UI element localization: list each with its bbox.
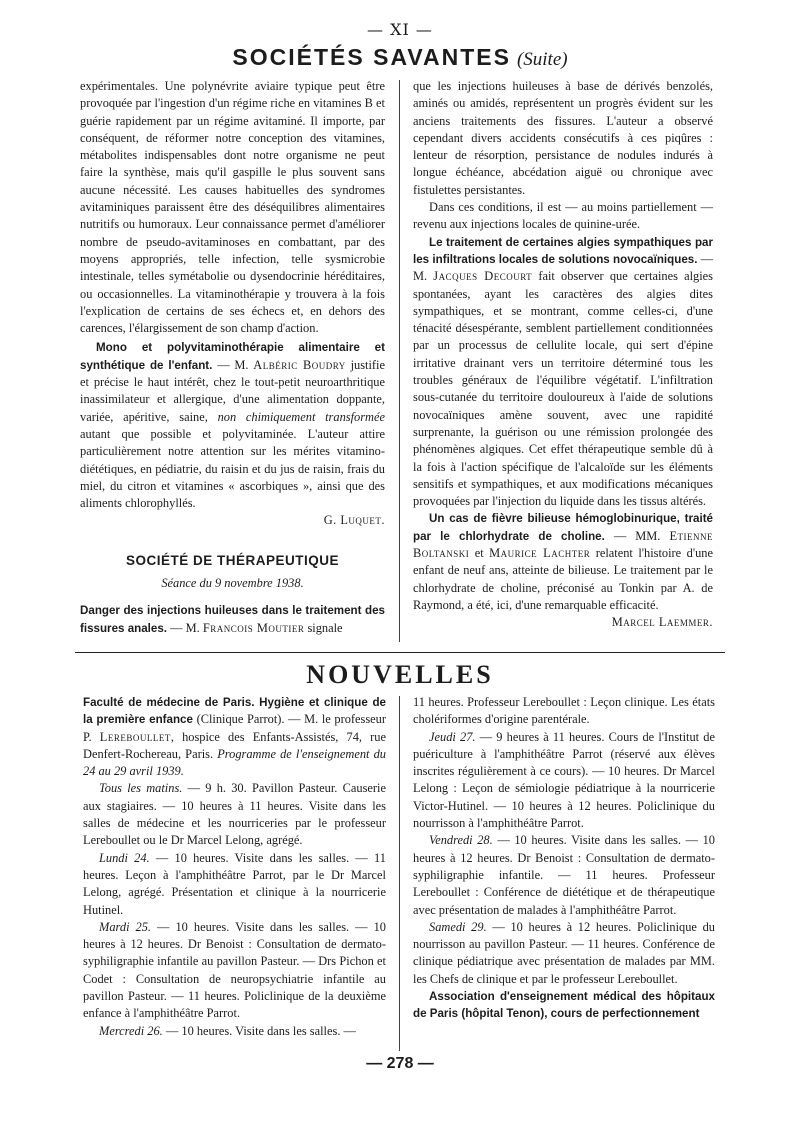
author-lachter: Maurice Lachter — [489, 546, 591, 561]
page-number: — 278 — — [366, 1055, 434, 1072]
day-text: — 10 heures. Visite dans les salles. — 10 heures à 12 heures. Dr Benoist : Consultation de dermato-syphiligraphie infantile au pavillon Pasteur. — Drs Pichon et Codet : Consultation de neuropsychiatrie infantile au pavillon Pasteur. — 11 heures. Policlinique de la deuxième enfance à l'amphithéâtre Parrot. — [83, 919, 386, 1021]
article-title-algies: Le traitement de certaines algies sympathiques par les infiltrations locales de solutions novocaïniques. — [413, 235, 713, 266]
column-divider-bottom — [399, 696, 400, 1051]
dash: — M. — [212, 357, 254, 372]
article-title-vitaminotherapie: Mono et polyvitaminothérapie alimentaire et synthétique de l'enfant. — [80, 341, 385, 372]
section-title-therapeutique: SOCIÉTÉ DE THÉRAPEUTIQUE — [125, 552, 340, 568]
bottom-right-column — [413, 694, 715, 1023]
day-label: Samedi 29. — [429, 919, 487, 934]
day-text: — 10 heures à 12 heures. Policlinique du nourrisson au pavillon Pasteur. — 11 heures. Conférence de clinique pédiatrique avec présentation de malades par MM. les Chefs de clinique et par le professeur Lereboullet. — [413, 919, 715, 986]
paragraph-quinine: Dans ces conditions, il est — au moins partiellement — revenu aux injections locales de quinine-urée. — [413, 200, 713, 232]
author-lereboullet: Lereboullet — [99, 729, 171, 744]
day-text: — 10 heures. Visite dans les salles. — 11 heures. Leçon à l'amphithéâtre Parrot, par le Dr Marcel Lelong, agrégé. Présentation et clinique à la nourricerie Hutinel. — [83, 850, 386, 917]
paragraph-boudry — [80, 339, 385, 512]
top-right-column — [413, 78, 713, 632]
paragraph-mercredi — [83, 1023, 386, 1040]
text-faculte: (Clinique Parrot). — M. le professeur P. — [83, 712, 386, 744]
paragraph-mardi — [83, 919, 386, 1023]
italic-non-chimique: non chimiquement transformée — [217, 409, 386, 424]
paragraph-tous-les-matins — [83, 780, 386, 849]
paragraph-association — [413, 988, 715, 1023]
text-decourt: fait observer que certaines algies spontanées, ayant les caractères des algies dites sympathiques, et se montrant, comme celles-ci, d'une ténacité désespérante, semblent partiellement conditionnées par un processus de cellulite locale, qui sert d'épine irritative drainant vers un territoire déterminé tous les troubles généraux de l'équilibre végétatif. L'infiltration sous-cutanée du territoire douloureux à l'aide de solutions novocaïniques amène souvent, avec une rapidité surprenante, la guérison ou une rémission prolongée des phénomènes algiques. Cet effet thérapeutique semble dû à la fois à l'action spécifique de l'alcaloïde sur les éléments sensitifs et sympathiques, et aux modifications mécaniques provoquées par l'injection du liquide dans les tissus altérés. — [413, 269, 713, 509]
dash: — MM. — [604, 528, 670, 543]
signature-luquet: G. Luquet. — [323, 513, 385, 528]
author-decourt: Jacques Decourt — [433, 269, 533, 284]
day-text: — 9 heures à 11 heures. Cours de l'Institut de puériculture à l'amphithéâtre Parrot (réservé aux élèves inscrites régulièrement à ce cours). — 10 heures. Dr Marcel Lelong : Leçon de sémiologie pédiatrique à la nourricerie Victor-Hutinel. — 10 heures à 12 heures. Policlinique du nourrisson à l'amphithéâtre Parrot. — [413, 729, 715, 831]
day-text: — 9 h. 30. Pavillon Pasteur. Causerie aux stagiaires. — 10 heures à 11 heures. Visite dans les salles de médecine et les nourriceries par le professeur Lereboullet ou le Dr Marcel Lelong, agrégé. — [83, 781, 387, 848]
day-label: Jeudi 27. — [429, 729, 476, 744]
session-date: Séance du 9 novembre 1938. — [161, 576, 304, 591]
conjunction: et — [469, 546, 490, 561]
article-title-bilieuse: Un cas de fièvre bilieuse hémoglobinurique, traité par le chlorhydrate de choline. — [413, 512, 713, 543]
text-moutier: signale — [304, 620, 343, 635]
bottom-left-column — [83, 694, 386, 1040]
day-text: — 10 heures. Visite dans les salles. — 10 heures à 12 heures. Dr Benoist : Consultation de dermato-syphiligraphie infantile. — 11 heures. Professeur Lereboullet : Conférence de diététique et de thérapeutique avec présentation de malades à l'amphithéâtre Parrot. — [413, 833, 716, 917]
paragraph-decourt — [413, 234, 713, 511]
paragraph-lundi — [83, 850, 386, 919]
article-title-association: Association d'enseignement médical des hôpitaux de Paris (hôpital Tenon), cours de perfectionnement — [413, 990, 715, 1021]
author-boudry: Albéric Boudry — [253, 357, 346, 372]
column-divider-top — [399, 80, 400, 642]
paragraph-faculte — [83, 694, 386, 780]
paragraph-mercredi-suite: 11 heures. Professeur Lereboullet : Leçon clinique. Les états cholériformes d'origine parentérale. — [413, 695, 715, 727]
nouvelles-title: NOUVELLES — [306, 660, 494, 689]
day-text: — 10 heures. Visite dans les salles. — — [162, 1023, 356, 1038]
horizontal-rule — [75, 652, 725, 653]
paragraph-jeudi — [413, 729, 715, 833]
section-header-suite: (Suite) — [516, 49, 568, 70]
dash: — M. — [167, 620, 203, 635]
roman-folio: — XI — — [367, 20, 433, 39]
article-title-injections: Danger des injections huileuses dans le traitement des fissures anales. — [80, 604, 385, 635]
text-bilieuse: relatent l'histoire d'une enfant de neuf ans, atteinte de bilieuse. Le traitement par le chlorhydrate de choline, préconisé au Tonkin par A. de Raymond, a été, ici, d'une remarquable efficacité. — [413, 546, 713, 612]
signature-laemmer: Marcel Laemmer. — [611, 615, 713, 630]
paragraph-moutier — [80, 602, 385, 637]
text-boudry: justifie et précise le haut intérêt, chez le tout-petit neuroarthritique inassimilateur et allergique, d'une alimentation doppante, variée, apéritive, saine, — [80, 357, 385, 424]
section-header — [0, 44, 800, 71]
text-boudry-end: autant que possible et polyvitaminée. L'auteur attire particulièrement notre attention sur les mérites vitamino-diététiques, en pédiatrie, du raisin et du jus de raisin, frais du miel, du citron et vitamines « ascorbiques », ainsi que des aliments chlorophyllés. — [80, 426, 385, 511]
article-title-faculte: Faculté de médecine de Paris. Hygiène et clinique de la première enfance — [83, 696, 386, 727]
day-label: Lundi 24. — [99, 850, 150, 865]
text-faculte-address: , hospice des Enfants-Assistés, 74, rue Denfert-Rochereau, Paris. — [83, 729, 386, 761]
day-label: Vendredi 28. — [429, 833, 493, 848]
dash: — M. — [413, 251, 713, 284]
section-header-title: SOCIÉTÉS SAVANTES — [232, 44, 511, 70]
day-label: Mercredi 26. — [99, 1023, 163, 1038]
paragraph-bilieuse — [413, 510, 713, 614]
author-moutier: Francois Moutier — [202, 620, 305, 635]
day-label: Tous les matins. — [99, 781, 183, 796]
italic-programme: Programme de l'enseignement du 24 au 29 avril 1939. — [83, 746, 386, 779]
author-boltanski: Etienne Boltanski — [413, 528, 713, 561]
day-label: Mardi 25. — [99, 919, 152, 934]
paragraph-vitamines: expérimentales. Une polynévrite aviaire typique peut être provoquée par l'ingestion d'un régime riche en vitamines B et guérie rapidement par un régime avitaminé. Il importe, par conséquent, de réformer notre conception des vitamines, métabolites indispensables dont notre organisme ne peut faire la synthèse, mais qu'il gaspille le plus souvent sans aucune nécessité. Les causes habituelles des syndromes avitaminiques paraissent être des déséquilibres alimentaires nutritifs ou humoraux. Leur connaissance permet d'améliorer nombre de pseudo-avitaminoses en combattant, par des moyens appropriés, telle infection, telle sysmicrobie intestinale, telles symétabolie ou dysendocrinie héréditaires, ou occasionnelles. La vitaminothérapie y trouvera à la fois l'explication de certains de ses échecs et, en dehors des carences, l'élargissement de son champ d'action. — [80, 79, 385, 336]
paragraph-fissures: que les injections huileuses à base de dérivés benzolés, aminés ou amidés, représentent un progrès évident sur les anciens traitements des fissures. L'auteur a observé cependant divers accidents consécutifs à ces piqûres : lenteur de résorption, persistance de nodules indurés à longue échéance, abcédation aiguë ou chronique avec fistulettes persistantes. — [413, 79, 713, 197]
paragraph-vendredi — [413, 832, 715, 918]
paragraph-samedi — [413, 919, 715, 988]
top-left-column — [80, 78, 385, 637]
